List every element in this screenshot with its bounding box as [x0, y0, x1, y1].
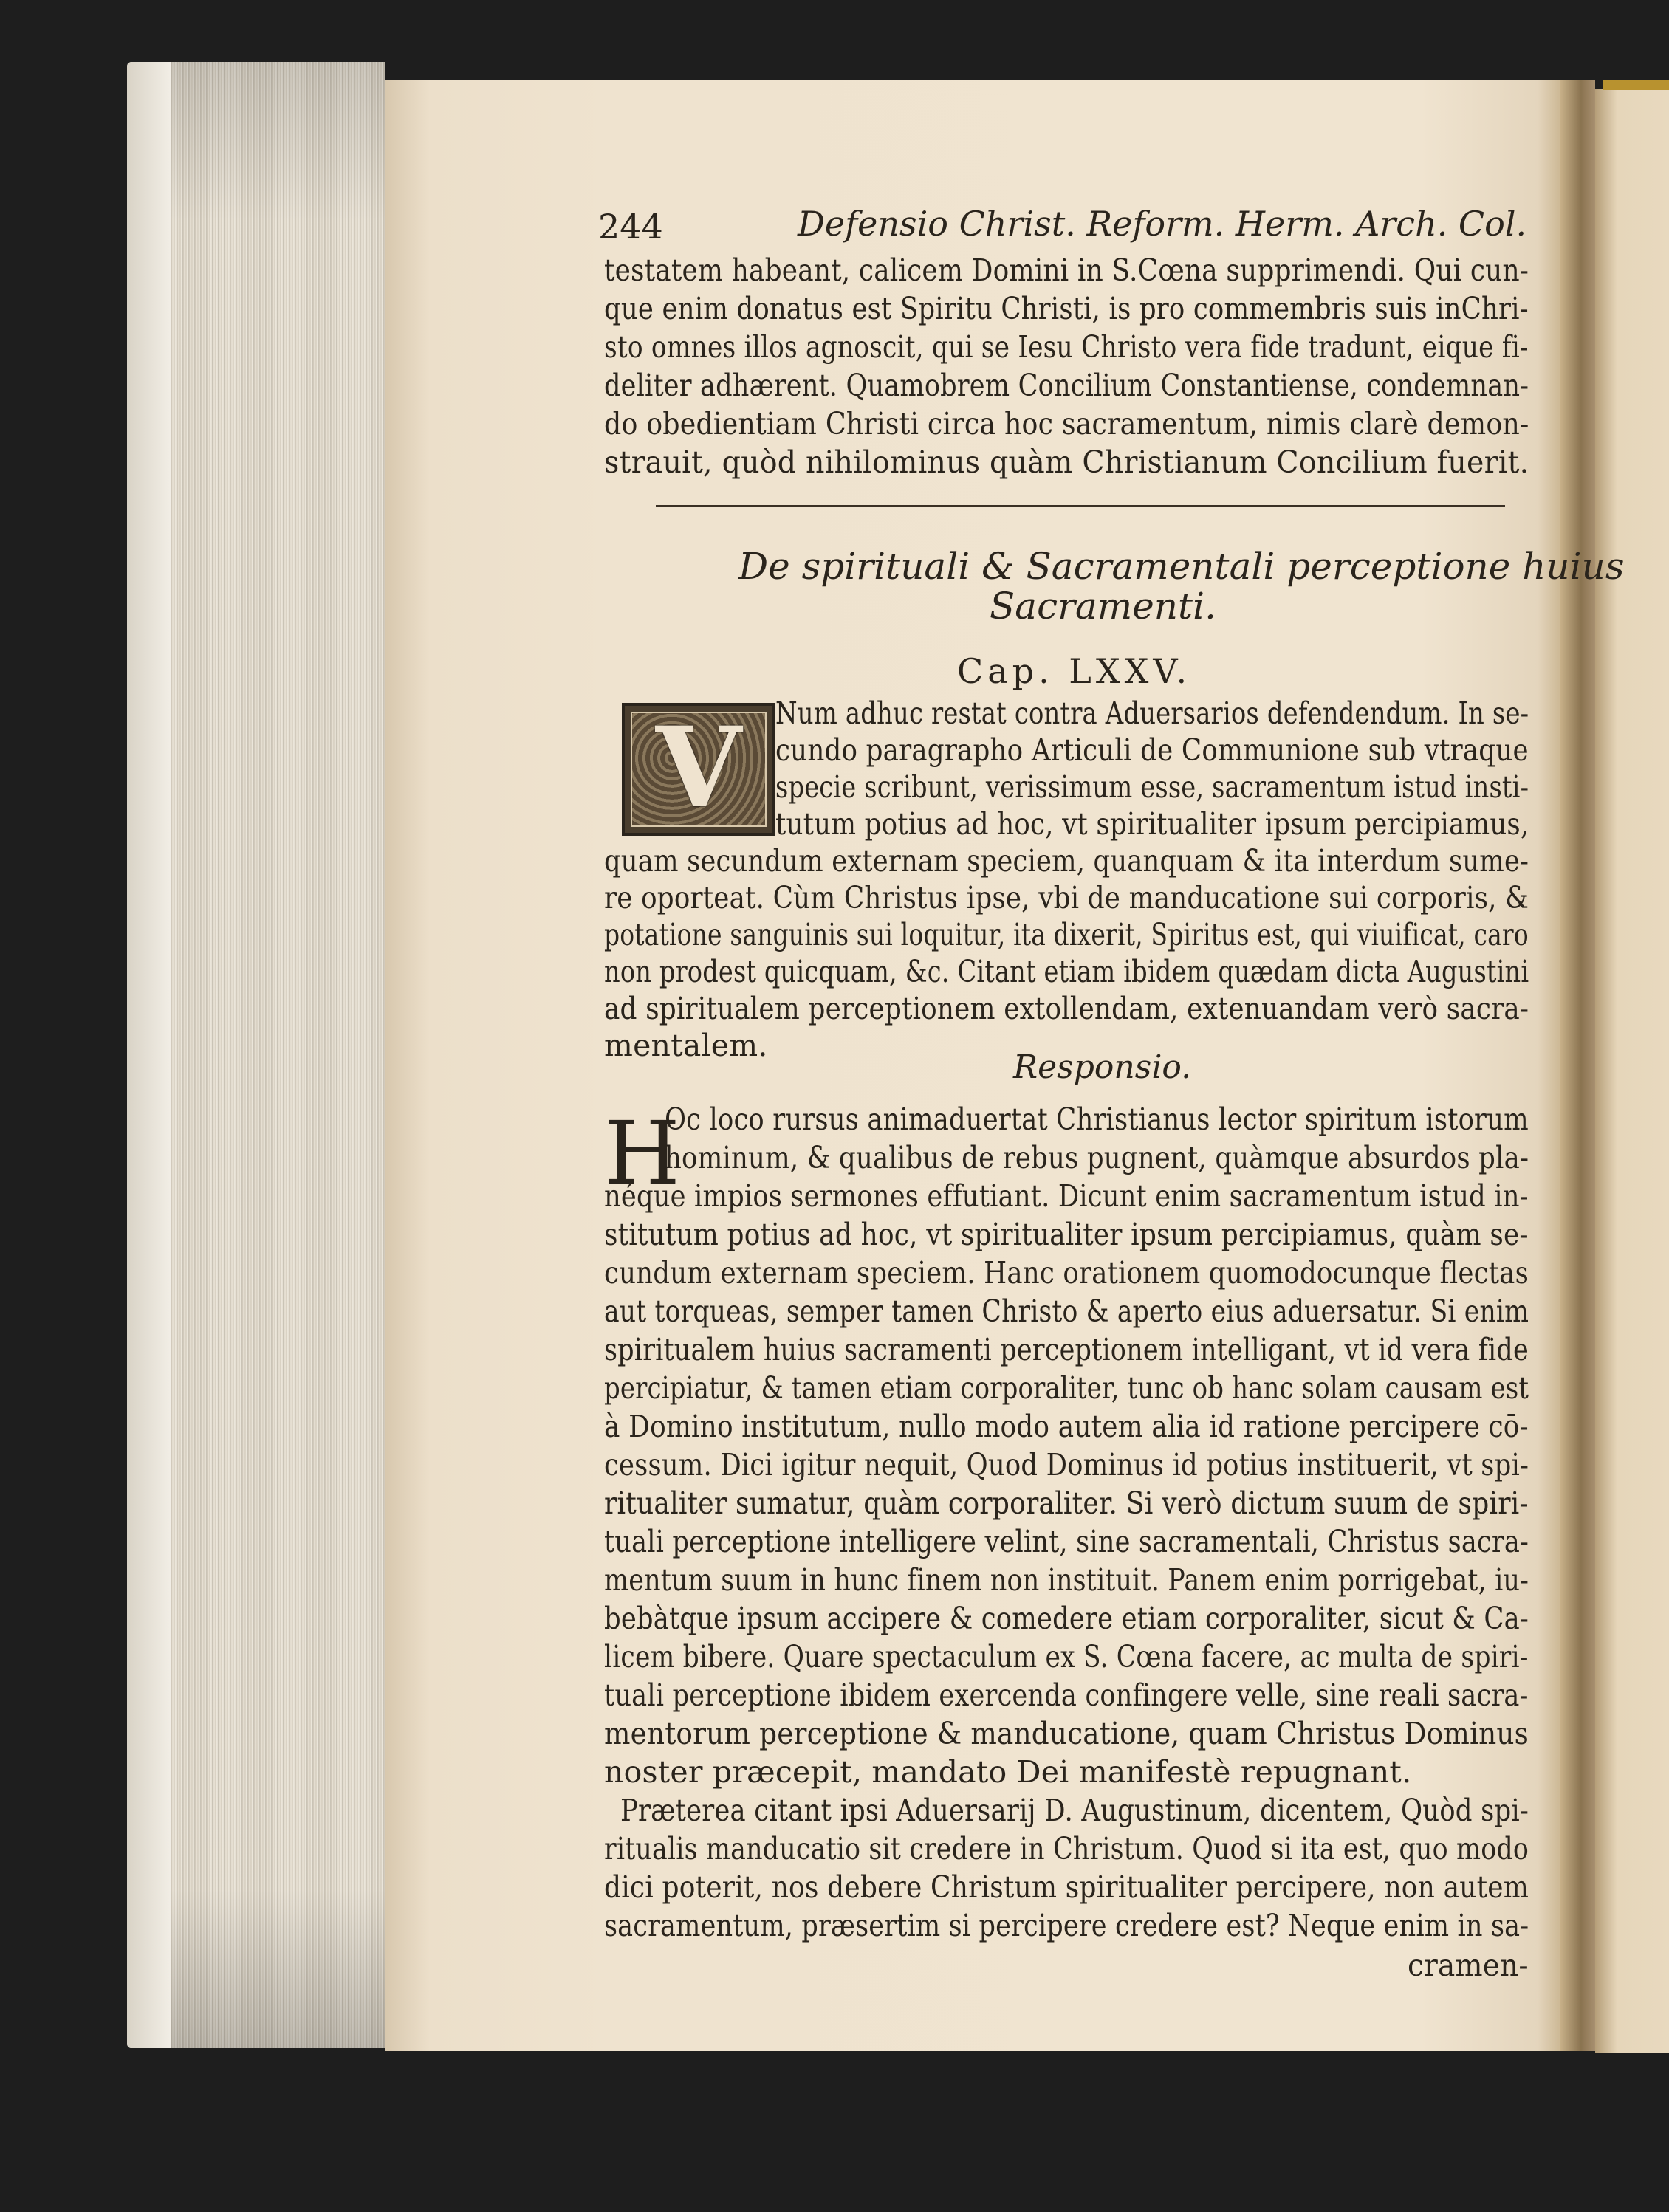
text-line: hominum, & qualibus de rebus pugnent, quàmque absurdos pla- [665, 1140, 1529, 1175]
text-line: tuali perceptione intelligere velint, sine sacramentali, Christus sacra- [604, 1524, 1529, 1559]
text-line: ritualis manducatio sit credere in Christum. Quod si ita est, quo modo [604, 1831, 1529, 1866]
text-line: do obedientiam Christi circa hoc sacramentum, nimis clarè demon- [604, 406, 1529, 442]
section-title-line1: De spirituali & Sacramentali perceptione huius [738, 545, 1625, 588]
text-line: mentorum perceptione & manducatione, quam Christus Dominus [604, 1716, 1529, 1751]
text-line: sacramentum, præsertim si percipere credere est? Neque enim in sa- [604, 1908, 1529, 1943]
page-number: 244 [598, 207, 663, 247]
text-line: non prodest quicquam, &c. Citant etiam ibidem quædam dicta Augustini [604, 954, 1529, 989]
running-title: Defensio Christ. Reform. Herm. Arch. Col. [798, 204, 1527, 244]
text-line: noster præcepit, mandato Dei manifestè repugnant. [604, 1754, 1412, 1790]
text-line: cundo paragrapho Articuli de Communione sub vtraque [775, 732, 1529, 768]
text-line: spiritualem huius sacramenti perceptionem intelligant, vt id vera fide [604, 1332, 1529, 1367]
section-title-line2: Sacramenti. [990, 585, 1216, 628]
text-line: re oporteat. Cùm Christus ipse, vbi de manducatione sui corporis, & [604, 880, 1529, 916]
text-line: Num adhuc restat contra Aduersarios defendendum. In se- [775, 695, 1529, 731]
text-line: sto omnes illos agnoscit, qui se Iesu Christo vera fide tradunt, eique fi- [604, 329, 1529, 365]
text-line: Præterea citant ipsi Aduersarij D. Augustinum, dicentem, Quòd spi- [620, 1793, 1529, 1828]
text-line: testatem habeant, calicem Domini in S.Cœna supprimendi. Qui cun- [604, 253, 1529, 288]
text-line: percipiatur, & tamen etiam corporaliter, tunc ob hanc solam causam est [604, 1370, 1529, 1406]
initial-H: H [604, 1102, 680, 1204]
text-line: deliter adhærent. Quamobrem Concilium Constantiense, condemnan- [604, 368, 1529, 403]
text-line: Oc loco rursus animaduertat Christianus lector spiritum istorum [665, 1102, 1529, 1137]
response-heading: Responsio. [1013, 1048, 1192, 1086]
text-line: quam secundum externam speciem, quanquam & ita interdum sume- [604, 843, 1529, 879]
chapter-number: Cap. LXXV. [957, 651, 1192, 691]
text-line: ad spiritualem perceptionem extollendam, extenuandam verò sacra- [604, 991, 1529, 1026]
text-line: tuali perceptione ibidem exercenda confingere velle, sine reali sacra- [604, 1677, 1529, 1713]
text-line: tutum potius ad hoc, vt spiritualiter ipsum percipiamus, [775, 806, 1529, 842]
text-line: potatione sanguinis sui loquitur, ita dixerit, Spiritus est, qui viuificat, caro [604, 917, 1529, 952]
text-line: cessum. Dici igitur nequit, Quod Dominus id potius instituerit, vt spi- [604, 1447, 1529, 1483]
text-line: ritualiter sumatur, quàm corporaliter. Si verò dictum suum de spiri- [604, 1485, 1529, 1521]
text-line: stitutum potius ad hoc, vt spiritualiter ipsum percipiamus, quàm se- [604, 1217, 1529, 1252]
text-line: mentalem. [604, 1028, 768, 1063]
text-line: licem bibere. Quare spectaculum ex S. Cœna facere, ac multa de spiri- [604, 1639, 1529, 1675]
text-line: strauit, quòd nihilominus quàm Christianum Concilium fuerit. [604, 444, 1529, 480]
text-line: à Domino institutum, nullo modo autem alia id ratione percipere cō- [604, 1409, 1529, 1444]
text-line: cundum externam speciem. Hanc orationem quomodocunque flectas [604, 1255, 1529, 1291]
text-line: bebàtque ipsum accipere & comedere etiam corporaliter, sicut & Ca- [604, 1601, 1529, 1636]
text-line: dici poterit, nos debere Christum spiritualiter percipere, non autem [604, 1869, 1529, 1905]
catchword: cramen- [1408, 1948, 1529, 1983]
text-line: néque impios sermones effutiant. Dicunt enim sacramentum istud in- [604, 1178, 1529, 1214]
text-line: aut torqueas, semper tamen Christo & aperto eius aduersatur. Si enim [604, 1294, 1529, 1329]
decorated-initial [622, 703, 775, 836]
initial-letter: V [655, 703, 742, 833]
text-line: mentum suum in hunc finem non instituit. Panem enim porrigebat, iu- [604, 1562, 1529, 1598]
section-divider [656, 505, 1505, 507]
text-line: specie scribunt, verissimum esse, sacramentum istud insti- [775, 769, 1529, 805]
text-line: que enim donatus est Spiritu Christi, is pro commembris suis inChri- [604, 291, 1529, 326]
